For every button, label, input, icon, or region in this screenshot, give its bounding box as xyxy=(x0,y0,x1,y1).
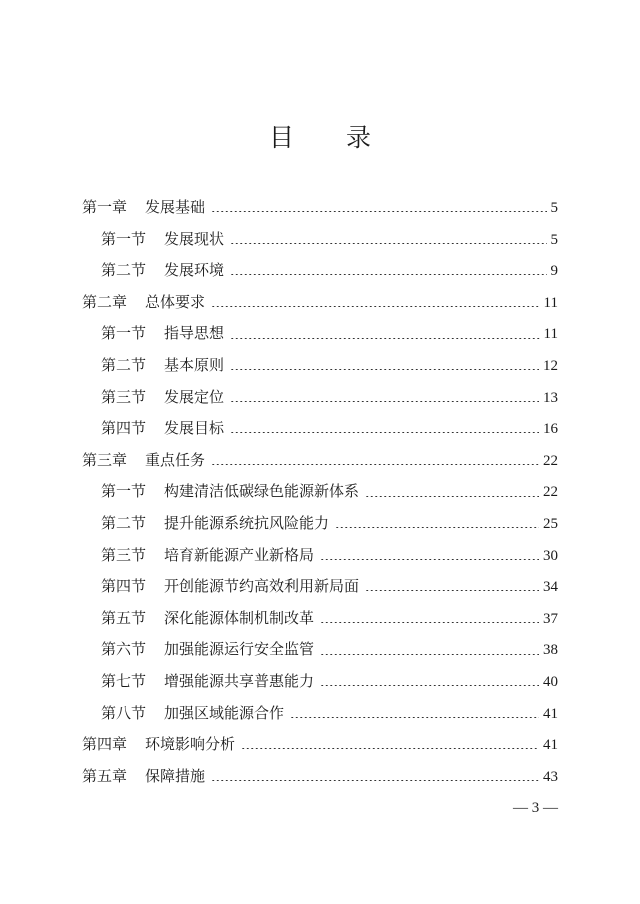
toc-chapter-entry[interactable] xyxy=(82,287,558,319)
toc-section-entry[interactable] xyxy=(82,413,558,445)
dot-leader xyxy=(211,780,539,781)
toc-entry-page-number: 9 xyxy=(550,263,558,280)
dot-leader xyxy=(230,401,539,402)
toc-entry-heading: 增强能源共享普惠能力 xyxy=(164,671,315,690)
toc-entry-page-number: 22 xyxy=(543,452,558,469)
toc-entry-page-number: 37 xyxy=(543,610,558,627)
toc-entry-label: 第一节 xyxy=(101,229,147,248)
toc-entry-label: 第三章 xyxy=(82,450,128,469)
toc-entry-label: 第五章 xyxy=(82,766,128,785)
dot-leader xyxy=(320,622,539,623)
toc-section-entry[interactable] xyxy=(82,350,558,382)
dot-leader xyxy=(230,338,540,339)
toc-entry-label: 第一节 xyxy=(101,324,147,343)
toc-entry-page-number: 34 xyxy=(543,579,558,596)
toc-section-entry[interactable] xyxy=(82,698,558,730)
toc-entry-label: 第六节 xyxy=(101,640,147,659)
page-number: — 3 — xyxy=(513,800,558,816)
toc-chapter-entry[interactable] xyxy=(82,445,558,477)
toc-entry-heading: 发展环境 xyxy=(164,261,225,280)
dot-leader xyxy=(365,496,539,497)
toc-entry-page-number: 38 xyxy=(543,642,558,659)
toc-section-entry[interactable] xyxy=(82,571,558,603)
dot-leader xyxy=(211,211,546,212)
toc-entry-heading: 发展基础 xyxy=(145,198,206,216)
toc-chapter-entry[interactable] xyxy=(82,761,558,793)
toc-entry-page-number: 11 xyxy=(543,294,558,311)
toc-section-entry[interactable] xyxy=(82,382,558,414)
dot-leader xyxy=(230,369,539,370)
dot-leader xyxy=(230,243,546,244)
toc-section-entry[interactable] xyxy=(82,255,558,287)
toc-entry-heading: 构建清洁低碳绿色能源新体系 xyxy=(164,482,360,501)
toc-entry-label: 第三节 xyxy=(101,387,147,406)
toc-entry-label: 第四节 xyxy=(101,577,147,596)
toc-entry-heading: 环境影响分析 xyxy=(145,735,236,754)
toc-entry-page-number: 16 xyxy=(543,421,558,438)
toc-section-entry[interactable] xyxy=(82,634,558,666)
dot-leader xyxy=(320,559,539,560)
toc-entry-heading: 开创能源节约高效利用新局面 xyxy=(164,577,360,596)
toc-section-entry[interactable] xyxy=(82,318,558,350)
toc-entry-page-number: 5 xyxy=(550,200,558,216)
toc-entry-page-number: 12 xyxy=(543,357,558,374)
toc-section-entry[interactable] xyxy=(82,476,558,508)
dot-leader xyxy=(335,527,539,528)
dot-leader xyxy=(241,748,539,749)
toc-entry-page-number: 11 xyxy=(543,326,558,343)
toc-entry-label: 第八节 xyxy=(101,703,147,722)
dot-leader xyxy=(320,654,539,655)
toc-entry-label: 第四节 xyxy=(101,419,147,438)
toc-entry-label: 第二节 xyxy=(101,355,147,374)
toc-entry-label: 第三节 xyxy=(101,545,147,564)
toc-section-entry[interactable] xyxy=(82,666,558,698)
toc-entry-heading: 保障措施 xyxy=(145,766,206,785)
dot-leader xyxy=(211,464,539,465)
toc-entry-page-number: 5 xyxy=(550,231,558,248)
toc-entry-label: 第二节 xyxy=(101,513,147,532)
dot-leader xyxy=(230,432,539,433)
toc-section-entry[interactable] xyxy=(82,540,558,572)
toc-chapter-entry[interactable] xyxy=(82,192,558,224)
toc-entry-heading: 深化能源体制机制改革 xyxy=(164,608,315,627)
toc-entry-heading: 总体要求 xyxy=(145,292,206,311)
toc-entry-heading: 发展定位 xyxy=(164,387,225,406)
toc-entry-heading: 提升能源系统抗风险能力 xyxy=(164,513,330,532)
toc-entry-heading: 指导思想 xyxy=(164,324,225,343)
toc-entry-page-number: 41 xyxy=(543,737,558,754)
toc-entry-label: 第二节 xyxy=(101,261,147,280)
page-title: 目 录 xyxy=(269,123,393,152)
toc-entry-label: 第五节 xyxy=(101,608,147,627)
toc-entry-page-number: 43 xyxy=(543,768,558,785)
toc-chapter-entry[interactable] xyxy=(82,729,558,761)
toc-entry-page-number: 30 xyxy=(543,547,558,564)
toc-entry-label: 第四章 xyxy=(82,735,128,754)
dot-leader xyxy=(211,306,540,307)
dot-leader xyxy=(320,685,539,686)
toc-entry-heading: 培育新能源产业新格局 xyxy=(164,545,315,564)
dot-leader xyxy=(365,590,539,591)
toc-entry-label: 第二章 xyxy=(82,292,128,311)
toc-entry-heading: 发展目标 xyxy=(164,419,225,438)
toc-entry-heading: 加强区域能源合作 xyxy=(164,703,285,722)
toc-section-entry[interactable] xyxy=(82,603,558,635)
dot-leader xyxy=(290,717,539,718)
toc-section-entry[interactable] xyxy=(82,224,558,256)
toc-entry-heading: 发展现状 xyxy=(164,229,225,248)
toc-entry-page-number: 22 xyxy=(543,484,558,501)
toc-entry-page-number: 13 xyxy=(543,389,558,406)
toc-entry-label: 第一章 xyxy=(82,198,128,216)
toc-entry-heading: 基本原则 xyxy=(164,355,225,374)
toc-section-entry[interactable] xyxy=(82,508,558,540)
toc-entry-page-number: 40 xyxy=(543,673,558,690)
table-of-contents xyxy=(82,192,558,792)
toc-entry-heading: 重点任务 xyxy=(145,450,206,469)
toc-entry-label: 第一节 xyxy=(101,482,147,501)
dot-leader xyxy=(230,274,546,275)
toc-entry-page-number: 25 xyxy=(543,515,558,532)
toc-entry-page-number: 41 xyxy=(543,705,558,722)
toc-entry-heading: 加强能源运行安全监管 xyxy=(164,640,315,659)
toc-entry-label: 第七节 xyxy=(101,671,147,690)
